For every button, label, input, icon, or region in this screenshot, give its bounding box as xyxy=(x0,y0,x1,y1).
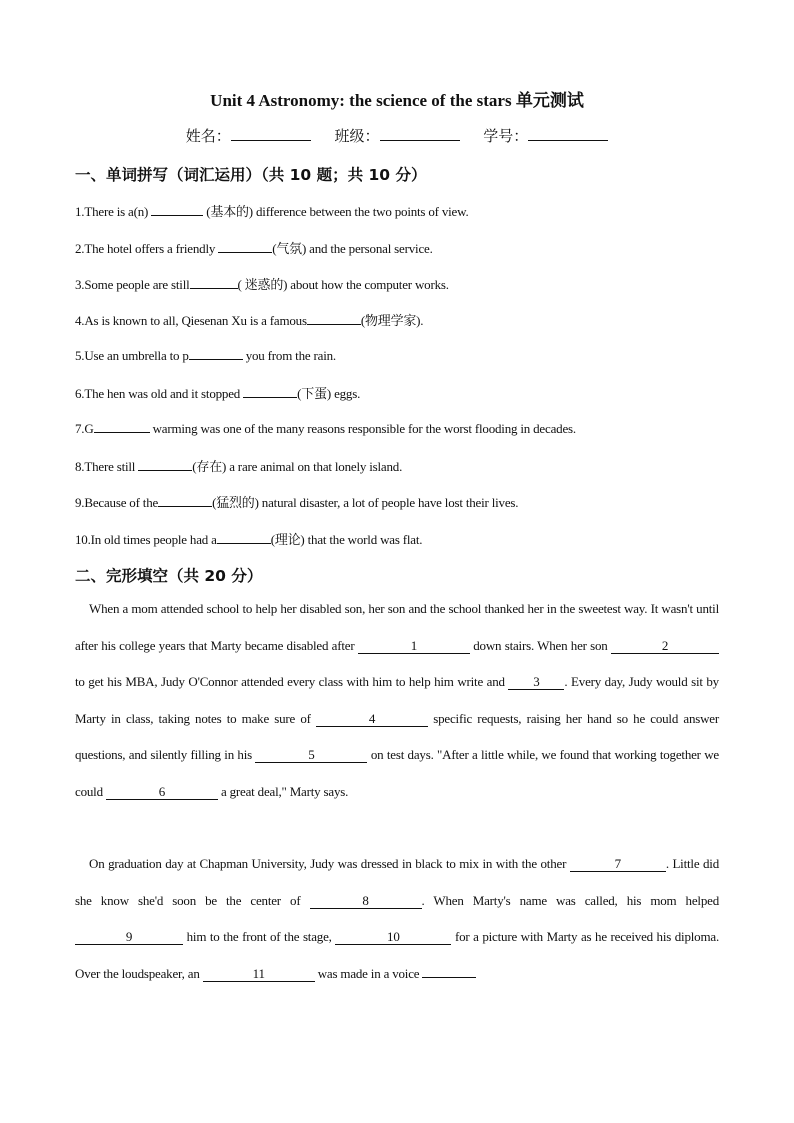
question-4: 4.As is known to all, Qiesenan Xu is a famous (物理学家). xyxy=(75,313,424,328)
answer-blank-7[interactable] xyxy=(94,420,150,433)
cloze-blank-10[interactable]: 10 xyxy=(335,930,451,945)
question-7: 7.G warming was one of the many reasons responsible for the worst flooding in decades. xyxy=(75,421,576,436)
cloze-blank-2[interactable]: 2 xyxy=(611,639,719,654)
cloze-paragraph-1: When a mom attended school to help her disabled son, her son and the school thanked her in the sweetest way. It wasn't until after his college years that Marty became disabled after 1 down stairs. When her son 2 to get his MBA, Judy O'Connor attended every class with him to help him write and 3 . Every day, Judy would sit by Marty in class, taking notes to make sure of 4 specific requests, raising her hand so he could answer questions, and silently filling in his 5 on test days. "After a little while, we found that working together we could 6 a great deal," Marty says. xyxy=(75,601,719,799)
cloze-paragraph-2: On graduation day at Chapman University, Judy was dressed in black to mix in with the other 7 . Little did she know she'd soon be the center of 8 . When Marty's name was called, his mom helped 9 him to the front of the stage, 10 for a picture with Marty as he received his diploma. Over the loudspeaker, an 11 was made in a voice xyxy=(75,856,720,981)
answer-blank-10[interactable] xyxy=(217,531,271,544)
cloze-blank-7[interactable]: 7 xyxy=(570,857,666,872)
question-5: 5.Use an umbrella to p you from the rain. xyxy=(75,348,336,363)
cloze-blank-4[interactable]: 4 xyxy=(316,712,428,727)
cloze-blank-11[interactable]: 11 xyxy=(203,967,315,982)
student-id-field[interactable] xyxy=(483,125,608,146)
section-2-heading: 二、完形填空（共 20 分） xyxy=(75,567,263,585)
section-1-heading: 一、单词拼写（词汇运用）（共 10 题；共 10 分） xyxy=(75,166,427,184)
cloze-blank-1[interactable]: 1 xyxy=(358,639,470,654)
question-6: 6.The hen was old and it stopped (下蛋) eggs. xyxy=(75,386,361,401)
answer-blank-8[interactable] xyxy=(138,458,192,471)
student-id-line[interactable] xyxy=(528,128,608,141)
answer-blank-3[interactable] xyxy=(190,276,238,289)
name-line[interactable] xyxy=(231,128,311,141)
page-title: Unit 4 Astronomy: the science of the stars 单元测试 xyxy=(210,91,584,110)
class-field[interactable] xyxy=(334,125,459,146)
question-1: 1.There is a(n) (基本的) difference between the two points of view. xyxy=(75,204,469,219)
answer-blank-2[interactable] xyxy=(218,240,272,253)
cloze-blank-6[interactable]: 6 xyxy=(106,785,218,800)
name-label: 姓名： xyxy=(185,129,231,145)
name-field[interactable] xyxy=(186,125,311,146)
answer-blank-6[interactable] xyxy=(243,385,297,398)
answer-blank-1[interactable] xyxy=(151,203,203,216)
answer-blank-5[interactable] xyxy=(189,347,243,360)
student-id-label: 学号： xyxy=(483,129,529,145)
cloze-blank-12[interactable] xyxy=(422,963,476,978)
class-line[interactable] xyxy=(380,128,460,141)
class-label: 班级： xyxy=(334,129,380,145)
question-10: 10.In old times people had a (理论) that the world was flat. xyxy=(75,532,423,547)
cloze-blank-8[interactable]: 8 xyxy=(310,894,422,909)
student-info-row xyxy=(0,125,794,146)
question-3: 3.Some people are still ( 迷惑的) about how the computer works. xyxy=(75,277,449,292)
answer-blank-9[interactable] xyxy=(158,494,212,507)
cloze-blank-3[interactable]: 3 xyxy=(508,675,564,690)
cloze-blank-5[interactable]: 5 xyxy=(255,748,367,763)
cloze-blank-9[interactable]: 9 xyxy=(75,930,183,945)
question-8: 8.There still (存在) a rare animal on that lonely island. xyxy=(75,459,403,474)
question-9: 9.Because of the (猛烈的) natural disaster, a lot of people have lost their lives. xyxy=(75,495,519,510)
question-2: 2.The hotel offers a friendly (气氛) and the personal service. xyxy=(75,241,433,256)
answer-blank-4[interactable] xyxy=(307,312,361,325)
